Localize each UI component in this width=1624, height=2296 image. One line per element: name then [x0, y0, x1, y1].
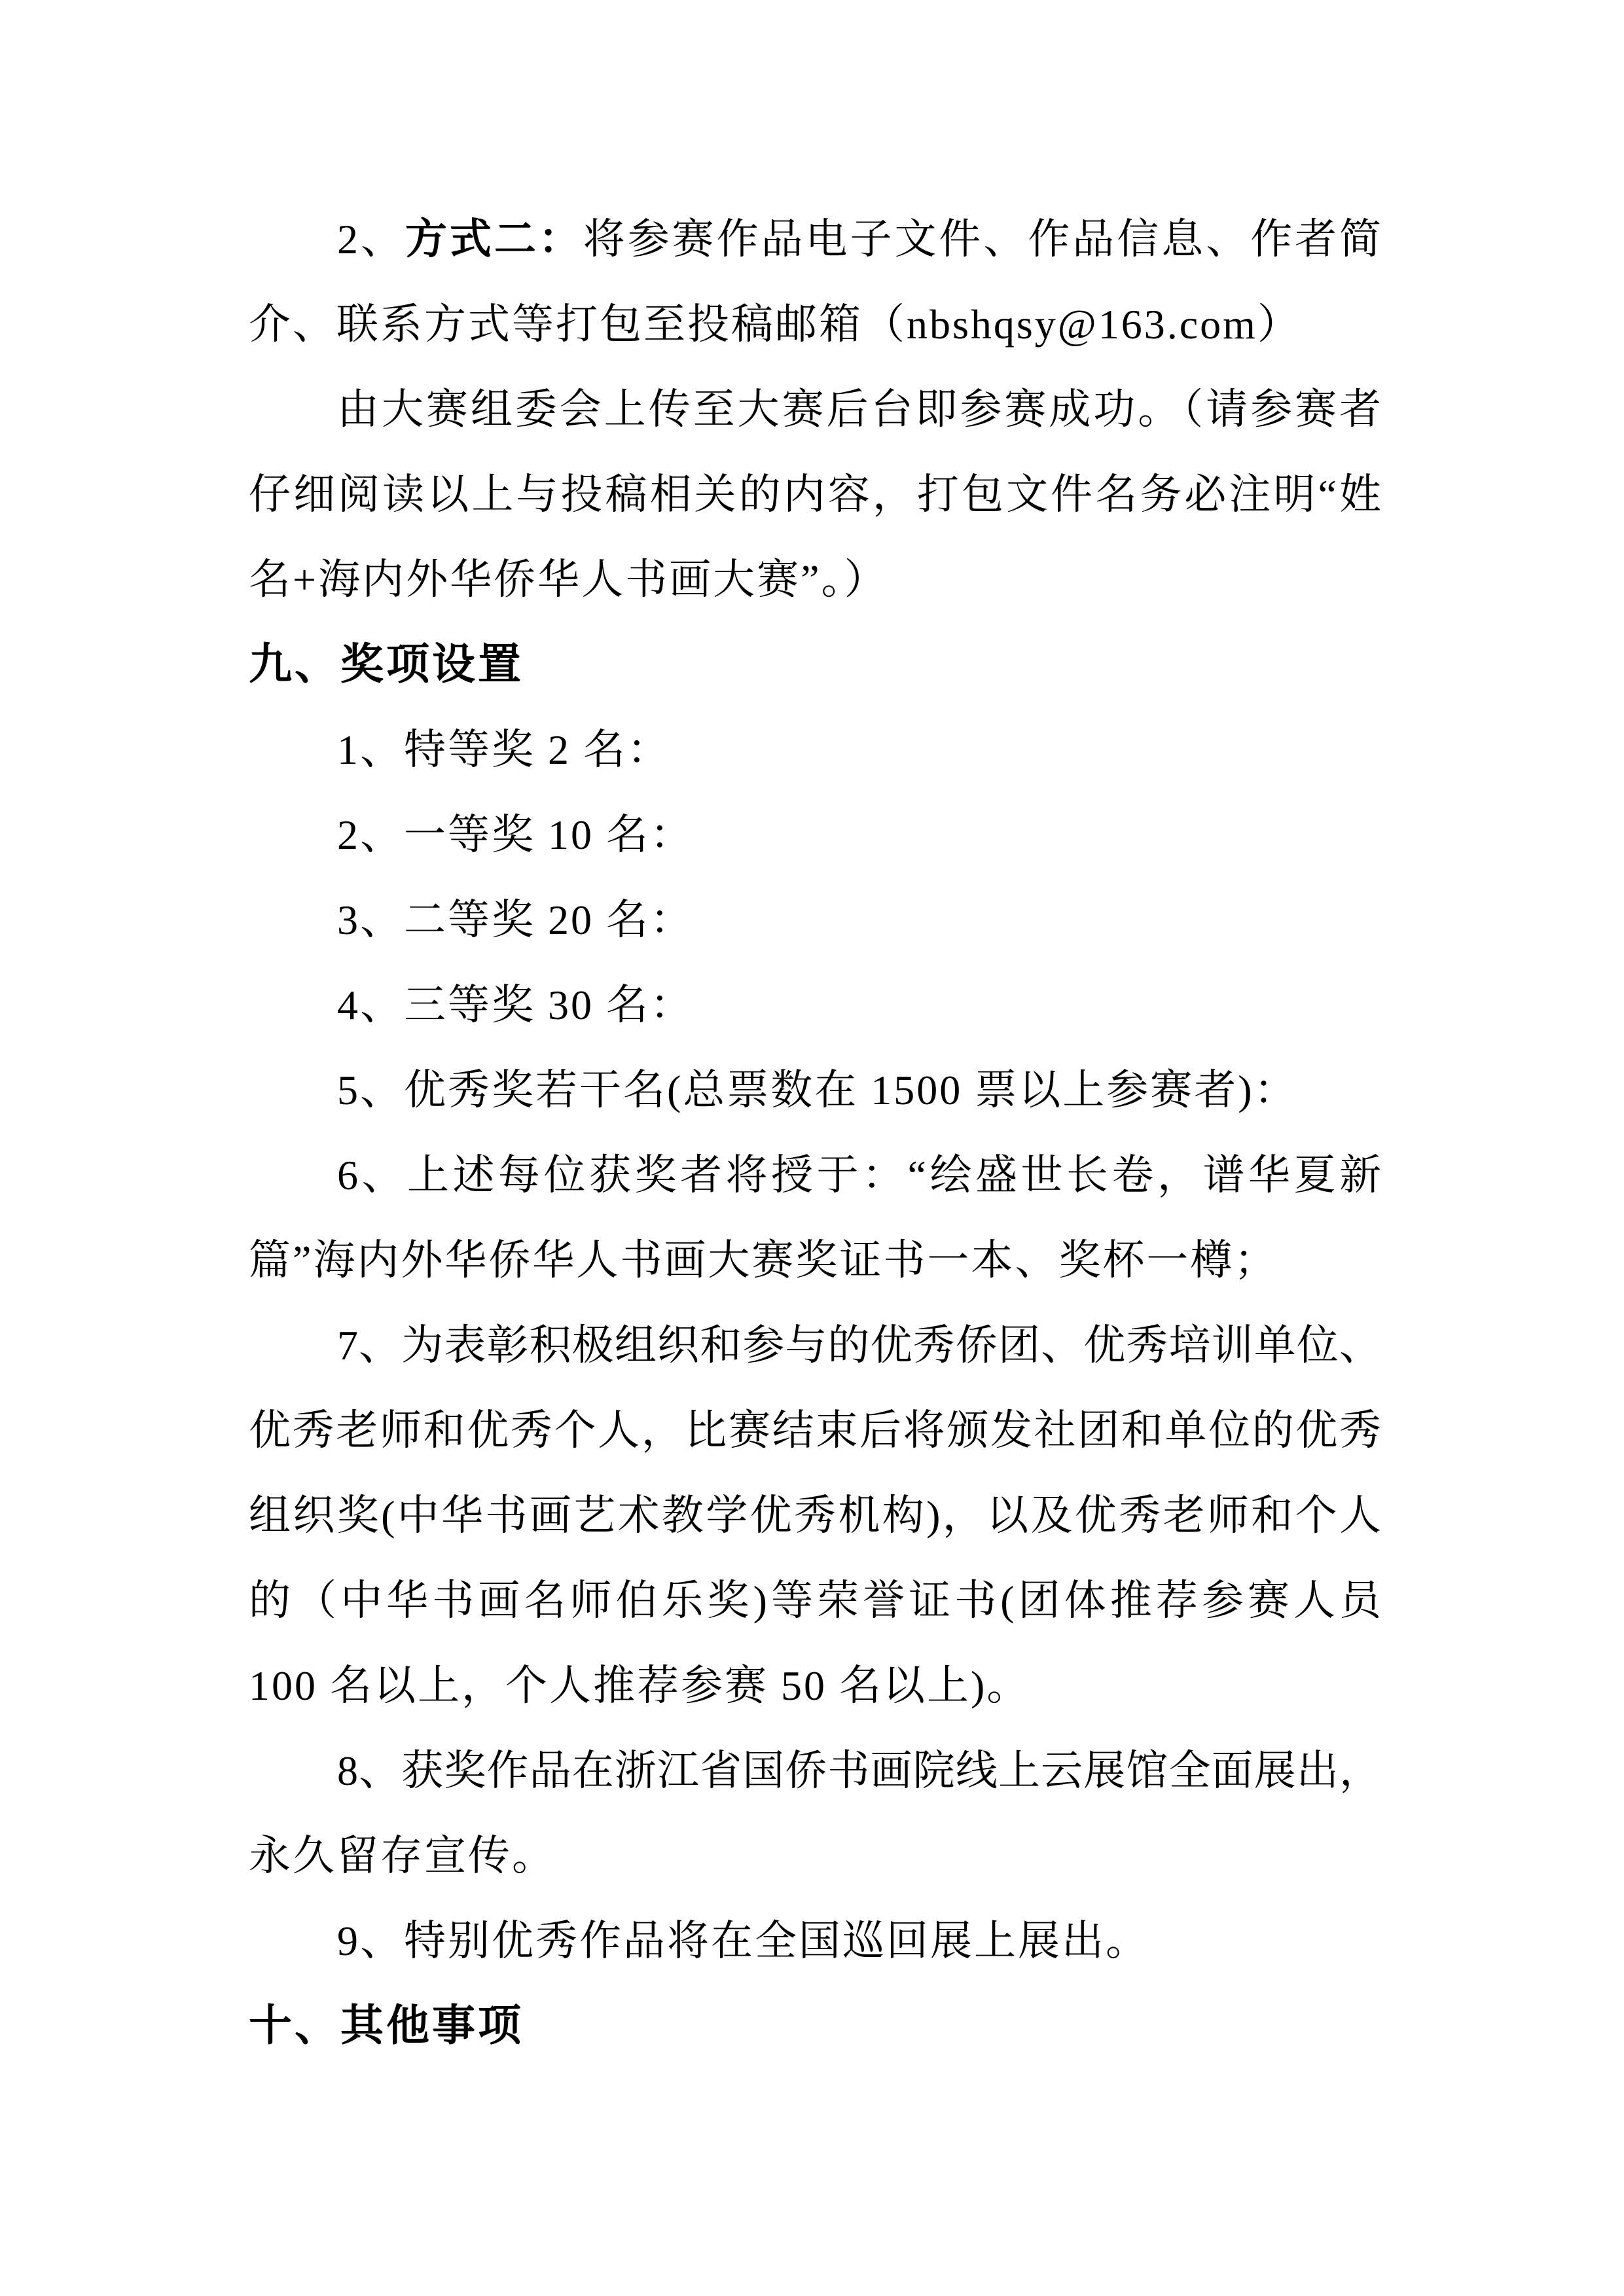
text-segment: 100 名以上，个人推荐参赛 50 名以上)。: [249, 1662, 1031, 1709]
text-line: [249, 1133, 1381, 1218]
text-line: [249, 1473, 1381, 1558]
text-line: [249, 282, 1381, 367]
text-line: [249, 1729, 1381, 1814]
text-segment: 组织奖(中华书画艺术教学优秀机构)，以及优秀老师和个人: [249, 1492, 1381, 1539]
text-segment: 9、特别优秀作品将在全国巡回展上展出。: [337, 1918, 1149, 1964]
section-heading: [249, 1984, 1381, 2069]
text-segment: 优秀老师和优秀个人，比赛结束后将颁发社团和单位的优秀: [249, 1407, 1381, 1454]
text-segment: 8、获奖作品在浙江省国侨书画院线上云展馆全面展出，: [337, 1748, 1381, 1794]
text-segment: 3、二等奖 20 名：: [337, 897, 694, 943]
bold-text-segment: 九、奖项设置: [249, 641, 524, 689]
text-segment: 5、优秀奖若干名(总票数在 1500 票以上参赛者)：: [337, 1067, 1298, 1113]
text-segment: 由大赛组委会上传至大赛后台即参赛成功。（请参赛者: [337, 386, 1381, 433]
text-segment: 1、特等奖 2 名：: [337, 726, 671, 773]
text-segment: 名+海内外华侨华人书画大赛”。）: [249, 556, 888, 603]
section-heading: [249, 622, 1381, 708]
text-segment: 的（中华书画名师伯乐奖)等荣誉证书(团体推荐参赛人员: [249, 1577, 1381, 1624]
text-line: [249, 793, 1381, 878]
text-line: [249, 367, 1381, 452]
bold-text-segment: 方式二：: [405, 216, 583, 262]
text-segment: 6、上述每位获奖者将授于：“绘盛世长卷，谱华夏新: [337, 1152, 1381, 1198]
text-segment: 将参赛作品电子文件、作品信息、作者简: [583, 216, 1382, 262]
text-line: [249, 197, 1381, 282]
text-line: [249, 1303, 1381, 1388]
text-line: [249, 1814, 1381, 1899]
text-line: [249, 878, 1381, 963]
text-line: [249, 1643, 1381, 1729]
text-segment: 2、一等奖 10 名：: [337, 812, 694, 858]
text-line: [249, 1218, 1381, 1303]
text-segment: 仔细阅读以上与投稿相关的内容，打包文件名务必注明“姓: [249, 471, 1381, 518]
text-line: [249, 1388, 1381, 1473]
text-line: [249, 708, 1381, 793]
text-segment: 7、为表彰积极组织和参与的优秀侨团、优秀培训单位、: [337, 1322, 1381, 1369]
text-line: [249, 1558, 1381, 1643]
text-segment: 永久留存宣传。: [249, 1833, 556, 1879]
text-segment: 介、联系方式等打包至投稿邮箱（nbshqsy@163.com）: [249, 301, 1301, 348]
text-segment: 2、: [337, 216, 405, 262]
text-line: [249, 1048, 1381, 1133]
text-line: [249, 452, 1381, 537]
text-line: [249, 537, 1381, 622]
bold-text-segment: 十、其他事项: [249, 2002, 524, 2050]
text-line: [249, 963, 1381, 1048]
text-segment: 4、三等奖 30 名：: [337, 982, 694, 1028]
text-line: [249, 1899, 1381, 1984]
document-content: [249, 197, 1381, 2069]
text-segment: 篇”海内外华侨华人书画大赛奖证书一本、奖杯一樽；: [249, 1237, 1278, 1283]
